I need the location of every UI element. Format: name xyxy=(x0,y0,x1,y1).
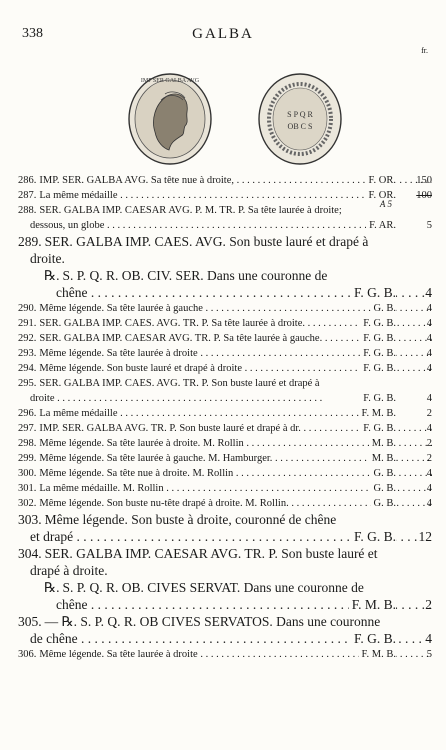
entry-number: 297. xyxy=(18,423,37,434)
corner-mark: fr. xyxy=(421,46,428,55)
catalogue-entry xyxy=(18,511,432,545)
entry-number: 294. xyxy=(18,363,37,374)
entry-text: Même légende. Sa tête laurée à droite xyxy=(39,348,198,359)
entry-text-line2: et drapé xyxy=(30,529,74,544)
entry-value: 4 xyxy=(426,393,432,404)
coin-reverse-line1: S P Q R xyxy=(287,110,313,119)
entry-value: 2 xyxy=(426,453,432,464)
entry-value: 2 xyxy=(426,408,432,419)
entry-text: La même médaille. M. Rollin xyxy=(39,483,164,494)
entry-reference: F. M. B. xyxy=(359,647,396,662)
catalogue-entry xyxy=(18,316,432,331)
catalogue-entry xyxy=(18,376,432,406)
handwritten-value-note: A 5 xyxy=(379,199,392,209)
entry-text-line1: S. P. Q. R. OB. CIVES SERVAT. Dans une couronne de xyxy=(62,580,364,595)
entry-number: 306. xyxy=(18,649,37,660)
entry-value: 100 xyxy=(416,190,432,201)
entry-reference: G. B. xyxy=(371,301,396,316)
entry-text-line1: SER. GALBA IMP. CAESAR AVG. TR. P. Son buste lauré et xyxy=(44,546,378,561)
catalogue-entry xyxy=(18,233,432,267)
entry-text-line2: de chêne xyxy=(30,631,78,646)
entry-reference: F. OR. xyxy=(366,173,396,188)
catalogue-entry-reverse xyxy=(18,579,432,613)
entry-reference: M. B. xyxy=(369,436,396,451)
entry-number: 293. xyxy=(18,348,37,359)
entry-number: 300. xyxy=(18,468,37,479)
entry-number: 290. xyxy=(18,303,37,314)
catalogue-entry xyxy=(18,331,432,346)
catalogue-list xyxy=(18,173,432,662)
entry-reference: G. B. xyxy=(371,481,396,496)
entry-text: La même médaille xyxy=(39,190,118,201)
entry-reference: F. G. B. xyxy=(360,361,396,376)
catalogue-entry xyxy=(18,545,432,579)
entry-value: 150 xyxy=(416,175,432,186)
catalogue-entry xyxy=(18,436,432,451)
entry-text-line2: chêne xyxy=(56,285,88,300)
entry-value: 4 xyxy=(426,423,432,434)
page-number: 338 xyxy=(22,26,43,41)
entry-text-line1: Même légende. Son buste à droite, couronné de chêne xyxy=(44,512,337,527)
entry-text-line1: SER. GALBA IMP. CAES. AVG. TR. P. Son buste lauré et drapé à xyxy=(39,378,320,389)
entry-number: 302. xyxy=(18,498,37,509)
entry-value: 4 xyxy=(426,318,432,329)
entry-text: Même légende. Sa tête nue à droite. M. Rollin xyxy=(39,468,234,479)
entry-value: 5 xyxy=(426,649,432,660)
catalogue-entry xyxy=(18,301,432,316)
entry-reference: F. G. B. xyxy=(360,316,396,331)
entry-number: 289. xyxy=(18,234,42,249)
entry-number: 301. xyxy=(18,483,37,494)
entry-text: La même médaille xyxy=(39,408,118,419)
entry-number: 296. xyxy=(18,408,37,419)
entry-reference: F. G. B. xyxy=(360,391,396,406)
entry-number: 305. xyxy=(18,614,42,629)
catalogue-entry xyxy=(18,203,432,233)
entry-reference: F. M. B. xyxy=(359,406,396,421)
entry-value: 5 xyxy=(426,220,432,231)
entry-number: 287. xyxy=(18,190,37,201)
entry-value: 4 xyxy=(426,483,432,494)
entry-text: Même légende. Son buste nu-tête drapé à droite. M. Rollin. xyxy=(39,498,289,509)
entry-reference: M. B. xyxy=(369,451,396,466)
entry-number: 304. xyxy=(18,546,42,561)
entry-reference: G. B. xyxy=(371,466,396,481)
entry-reference: F. AR. xyxy=(366,218,396,233)
entry-value: 12 xyxy=(418,529,432,544)
entry-value: 4 xyxy=(426,333,432,344)
page-title: GALBA xyxy=(192,26,254,42)
entry-text-line1: SER. GALBA IMP. CAESAR AVG. P. M. TR. P. Sa tête laurée à droite; xyxy=(39,205,342,216)
catalogue-entry xyxy=(18,451,432,466)
entry-number: ℞. xyxy=(44,580,60,595)
catalogue-entry xyxy=(18,188,432,203)
catalogue-entry xyxy=(18,613,432,647)
entry-text: SER. GALBA IMP. CAES. AVG. TR. P. Sa tête laurée à droite. xyxy=(39,318,305,329)
catalogue-entry xyxy=(18,406,432,421)
coin-reverse-image xyxy=(255,70,345,168)
catalogue-entry-reverse xyxy=(18,267,432,301)
entry-value: 4 xyxy=(426,468,432,479)
entry-reference: F. G. B. xyxy=(360,331,396,346)
entry-text-line2: drapé à droite. xyxy=(30,563,108,578)
entry-text-line2: droite. xyxy=(30,251,65,266)
entry-value: 4 xyxy=(426,363,432,374)
entry-reference: G. B. xyxy=(371,496,396,511)
entry-reference: F. M. B. xyxy=(349,596,396,613)
entry-text: Même légende. Son buste lauré et drapé à droite xyxy=(39,363,243,374)
coin-reverse-line2: OB C S xyxy=(287,122,313,131)
entry-value: 2 xyxy=(426,438,432,449)
entry-reference: F. G. B. xyxy=(360,421,396,436)
catalogue-entry xyxy=(18,496,432,511)
catalogue-entry xyxy=(18,481,432,496)
entry-number: 295. xyxy=(18,378,37,389)
entry-text-line1: — ℞. S. P. Q. R. OB CIVES SERVATOS. Dans une couronne xyxy=(44,614,381,629)
entry-text: Même légende. Sa tête laurée à droite xyxy=(39,649,198,660)
catalogue-entry xyxy=(18,466,432,481)
entry-reference: F. G. B. xyxy=(360,346,396,361)
entry-value: 2 xyxy=(425,597,432,612)
entry-text-line2: chêne xyxy=(56,597,88,612)
entry-text: IMP. SER. GALBA AVG. Sa tête nue à droite, xyxy=(39,175,235,186)
catalogue-entry xyxy=(18,173,432,188)
catalogue-entry xyxy=(18,346,432,361)
catalogue-entry xyxy=(18,647,432,662)
entry-number: 286. xyxy=(18,175,37,186)
entry-text: Même légende. Sa tête laurée à gauche. M. Hamburger. xyxy=(39,453,273,464)
coin-obverse-legend: IMP SER GALBA AVG xyxy=(140,78,200,84)
entry-value: 4 xyxy=(425,285,432,300)
entry-number: ℞. xyxy=(44,268,60,283)
entry-value: 4 xyxy=(426,303,432,314)
entry-number: 292. xyxy=(18,333,37,344)
entry-reference: F. G. B. xyxy=(351,630,396,647)
entry-reference: F. G. B. xyxy=(351,528,396,545)
entry-value: 4 xyxy=(426,348,432,359)
entry-value: 4 xyxy=(425,631,432,646)
entry-text: SER. GALBA IMP. CAESAR AVG. TR. P. Sa tête laurée à gauche. xyxy=(39,333,323,344)
entry-reference: F. OR. xyxy=(366,188,396,203)
catalogue-entry xyxy=(18,421,432,436)
entry-number: 288. xyxy=(18,205,37,216)
entry-number: 291. xyxy=(18,318,37,329)
entry-text-line1: SER. GALBA IMP. CAES. AVG. Son buste lauré et drapé à xyxy=(44,234,369,249)
entry-reference: F. G. B. xyxy=(351,284,396,301)
entry-text-line1: S. P. Q. R. OB. CIV. SER. Dans une couronne de xyxy=(62,268,328,283)
entry-text-line2: dessous, un globe xyxy=(30,220,105,231)
entry-number: 299. xyxy=(18,453,37,464)
entry-number: 303. xyxy=(18,512,42,527)
entry-value: 4 xyxy=(426,498,432,509)
catalogue-entry xyxy=(18,361,432,376)
coin-obverse-image xyxy=(125,70,215,168)
entry-text: Même légende. Sa tête laurée à droite. M. Rollin xyxy=(39,438,244,449)
entry-text: Même légende. Sa tête laurée à gauche xyxy=(39,303,203,314)
entry-text: IMP. SER. GALBA AVG. TR. P. Son buste lauré et drapé à dr. xyxy=(39,423,301,434)
entry-text-line2: droite xyxy=(30,393,55,404)
entry-number: 298. xyxy=(18,438,37,449)
